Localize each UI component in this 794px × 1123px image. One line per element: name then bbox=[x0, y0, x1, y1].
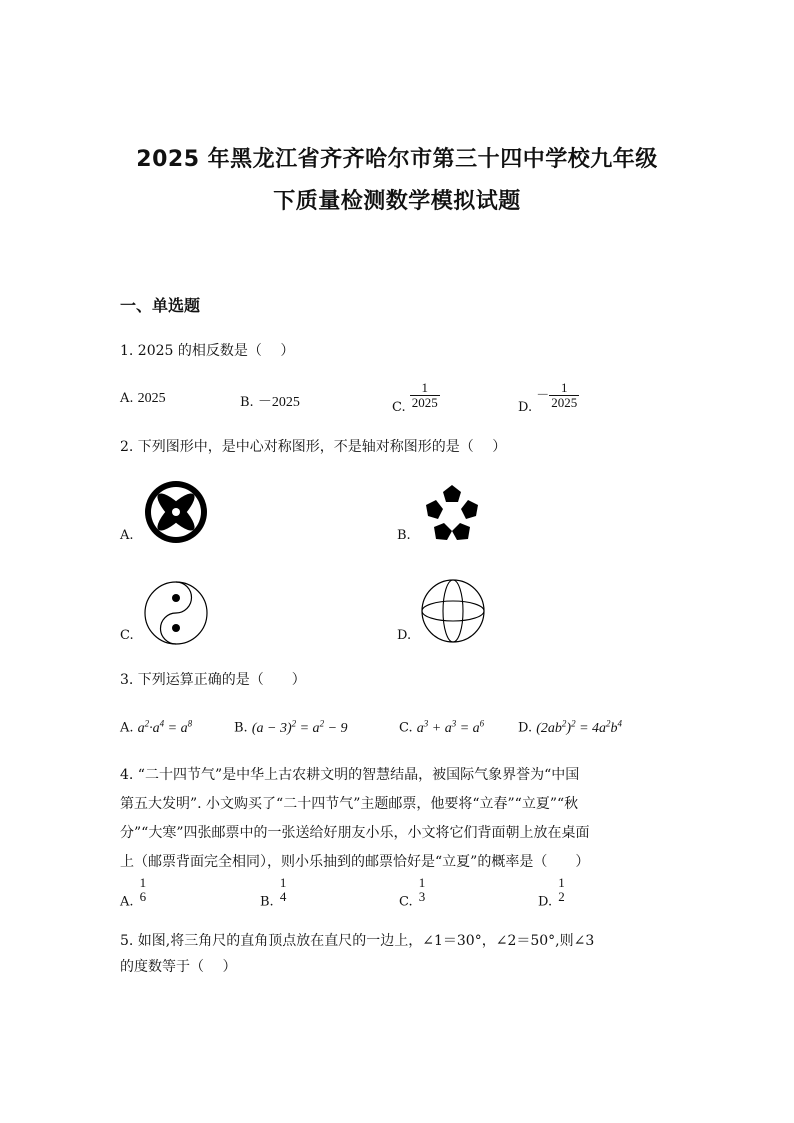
q2-figure-a bbox=[143, 479, 209, 545]
q3-option-a: A. $a^2\cdot a^4 = a^8$ bbox=[120, 718, 193, 736]
q2-option-a-label: A. bbox=[120, 528, 134, 543]
q1-option-d: D. － $\frac{1}{2025}$ bbox=[518, 380, 578, 415]
q3-option-b-expr: $(a - 3)^2 = a^2 - 9$ bbox=[251, 718, 348, 736]
q4-option-c: C. 1 3 bbox=[399, 875, 426, 910]
question-4-line-1: 4. “二十四节气”是中华上古农耕文明的智慧结晶，被国际气象界誉为“中国 bbox=[120, 767, 580, 783]
q2-option-b-label: B. bbox=[397, 528, 411, 543]
q4-option-d-fraction: 1 2 bbox=[558, 875, 565, 904]
question-3-stem: 3. 下列运算正确的是（ ） bbox=[120, 672, 306, 688]
q3-option-a-expr: $a^2\cdot a^4 = a^8$ bbox=[137, 718, 193, 736]
question-4-line-4: 上（邮票背面完全相同），则小乐抽到的邮票恰好是“立夏”的概率是（ ） bbox=[120, 854, 590, 870]
question-1-stem: 1. 2025 的相反数是（ ） bbox=[120, 343, 295, 359]
q3-option-b: B. $(a - 3)^2 = a^2 - 9$ bbox=[234, 718, 348, 736]
q1-option-c: C. $\frac{1}{2025}$ bbox=[392, 380, 438, 415]
q3-option-d: D. $(2ab^2)^2 = 4a^2b^4$ bbox=[518, 718, 623, 736]
q2-figure-d bbox=[420, 578, 486, 644]
question-5-line-2: 的度数等于（ ） bbox=[120, 959, 237, 975]
q4-option-a: A. 1 6 bbox=[120, 875, 147, 910]
question-4-line-3: 分”“大寒”四张邮票中的一张送给好朋友小乐，小文将它们背面朝上放在桌面 bbox=[120, 825, 590, 841]
page-title: 2025 年黑龙江省齐齐哈尔市第三十四中学校九年级 bbox=[136, 147, 658, 172]
q2-option-d-label: D. bbox=[397, 628, 412, 643]
q4-option-a-fraction: 1 6 bbox=[139, 875, 147, 904]
section-heading: 一、单选题 bbox=[120, 296, 201, 315]
q4-option-b: B. 1 4 bbox=[260, 875, 287, 910]
q2-option-c-label: C. bbox=[120, 628, 134, 643]
page-subtitle: 下质量检测数学模拟试题 bbox=[273, 189, 521, 214]
q2-figure-c bbox=[143, 580, 209, 646]
q3-option-d-expr: $(2ab^2)^2 = 4a^2b^4$ bbox=[536, 718, 623, 736]
q4-option-d: D. 1 2 bbox=[538, 875, 565, 910]
q3-option-c-expr: $a^3 + a^3 = a^6$ bbox=[416, 718, 485, 736]
q3-option-c: C. $a^3 + a^3 = a^6$ bbox=[399, 718, 485, 736]
question-4-line-2: 第五大发明”. 小文购买了“二十四节气”主题邮票，他要将“立春”“立夏”“秋 bbox=[120, 796, 579, 812]
question-5-line-1: 5. 如图,将三角尺的直角顶点放在直尺的一边上，∠1＝30°，∠2＝50°,则∠3 bbox=[120, 933, 595, 949]
q1-option-b: B. －2025 bbox=[240, 395, 300, 410]
q1-option-d-fraction: $\frac{1}{2025}$ bbox=[551, 380, 578, 410]
q4-option-c-fraction: 1 3 bbox=[418, 875, 426, 904]
q2-figure-b bbox=[420, 481, 484, 545]
q1-option-a: A. 2025 bbox=[120, 391, 166, 406]
q4-option-b-fraction: 1 4 bbox=[279, 875, 287, 904]
q1-option-c-fraction: $\frac{1}{2025}$ bbox=[411, 380, 438, 410]
question-2-stem: 2. 下列图形中，是中心对称图形，不是轴对称图形的是（ ） bbox=[120, 439, 507, 455]
